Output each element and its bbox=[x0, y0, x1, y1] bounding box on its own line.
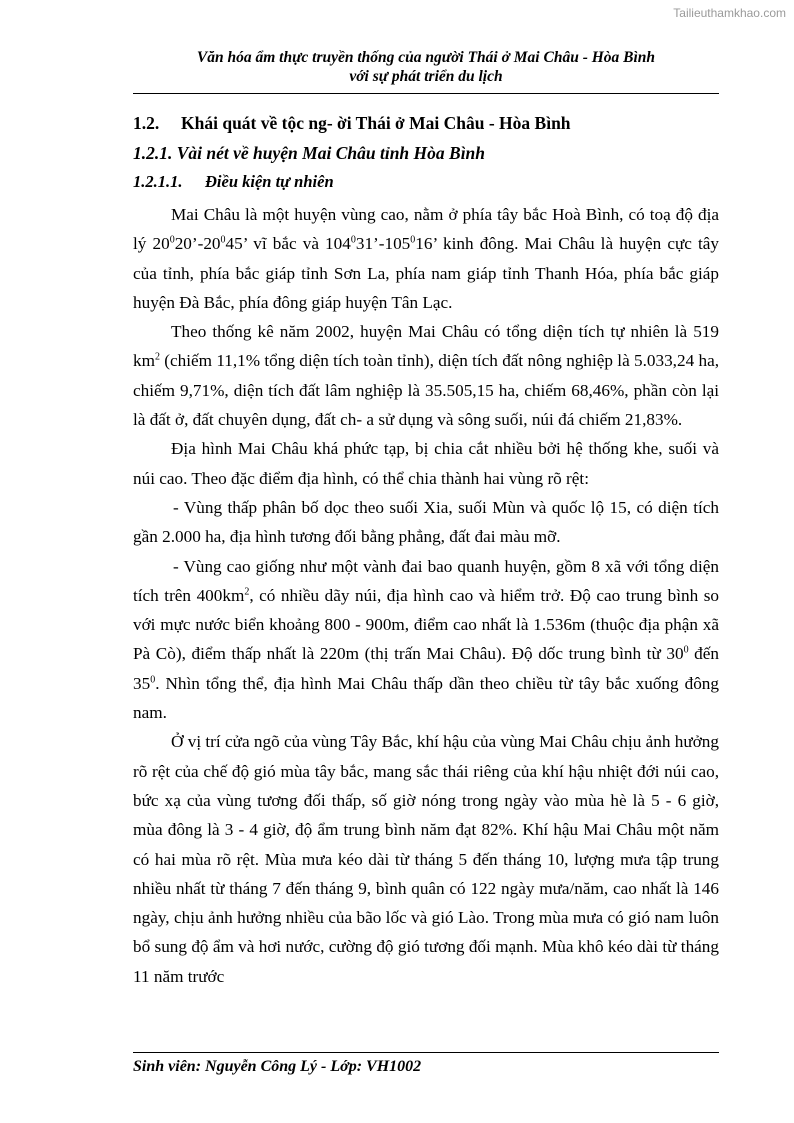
subsubsection-title: Điều kiện tự nhiên bbox=[205, 172, 334, 191]
watermark: Tailieuthamkhao.com bbox=[673, 6, 786, 20]
header-line-2: với sự phát triển du lịch bbox=[349, 68, 503, 85]
paragraph-area: Theo thống kê năm 2002, huyện Mai Châu có tổng diện tích tự nhiên là 519 $km^2$ (chiếm 11,1% tổng diện tích toàn tỉnh), diện tích đất nông nghiệp là 5.033,24 ha, chiếm 9,71%, diện tích đất lâm nghiệp là 35.505,15 ha, chiếm 68,46%, phần còn lại là đất ở, đất chuyên dụng, đất ch- a sử dụng và sông suối, núi đá chiếm 21,83%. bbox=[133, 322, 719, 430]
paragraph-lowland: - Vùng thấp phân bố dọc theo suối Xia, suối Mùn và quốc lộ 15, có diện tích gần 2.000 ha, địa hình tương đối bằng phẳng, đất đai màu mỡ. bbox=[133, 497, 719, 547]
section-number: 1.2. bbox=[133, 113, 160, 133]
footer-rule bbox=[133, 1052, 719, 1053]
paragraph-terrain: Địa hình Mai Châu khá phức tạp, bị chia cắt nhiều bởi hệ thống khe, suối và núi cao. Theo đặc điểm địa hình, có thể chia thành hai vùng rõ rệt: bbox=[133, 439, 719, 488]
subsection-heading: 1.2.1. Vài nét về huyện Mai Châu tỉnh Hòa Bình bbox=[133, 143, 486, 163]
paragraph-highland: - Vùng cao giống như một vành đai bao quanh huyện, gồm 8 xã với tổng diện tích trên $400km^2$, có nhiều dãy núi, địa hình cao và hiểm trở. Độ cao trung bình so với mực nước biển khoảng 800 - 900m, điểm cao nhất là 1.536m (thuộc địa phận xã Pà Cò), điểm thấp nhất là 220m (thị trấn Mai Châu). Độ dốc trung bình từ $30^0$ đến $35^0$. Nhìn tổng thể, địa hình Mai Châu thấp dần theo chiều từ tây bắc xuống đông nam. bbox=[133, 556, 719, 723]
subsubsection-heading bbox=[133, 168, 719, 196]
header-line-1: Văn hóa ẩm thực truyền thống của người Thái ở Mai Châu - Hòa Bình bbox=[196, 49, 656, 66]
section-title: Khái quát về tộc ng- ời Thái ở Mai Châu - Hòa Bình bbox=[181, 113, 571, 133]
header-rule bbox=[133, 93, 719, 94]
running-header bbox=[133, 48, 719, 86]
paragraph-location: Mai Châu là một huyện vùng cao, nằm ở phía tây bắc Hoà Bình, có toạ độ địa lý $20^020’-20^045$’ vĩ bắc và $104^031’-105^016$’ kinh đông. Mai Châu là huyện cực tây của tỉnh, phía bắc giáp tỉnh Sơn La, phía nam giáp tỉnh Thanh Hóa, phía bắc giáp huyện Đà Bắc, phía đông giáp huyện Tân Lạc. bbox=[133, 205, 720, 312]
page-footer: Sinh viên: Nguyễn Công Lý - Lớp: VH1002 bbox=[133, 1058, 422, 1075]
paragraph-climate: Ở vị trí cửa ngõ của vùng Tây Bắc, khí hậu của vùng Mai Châu chịu ảnh hưởng rõ rệt của chế độ gió mùa tây bắc, mang sắc thái riêng của khí hậu nhiệt đới núi cao, bức xạ của vùng tương đối thấp, số giờ nóng trong ngày vào mùa hè là 5 - 6 giờ, mùa đông là 3 - 4 giờ, độ ẩm trung bình năm đạt 82%. Khí hậu Mai Châu một năm có hai mùa rõ rệt. Mùa mưa kéo dài từ tháng 5 đến tháng 10, lượng mưa tập trung nhiều nhất từ tháng 7 đến tháng 9, bình quân có 122 ngày mưa/năm, cao nhất là 146 ngày, chịu ảnh hưởng nhiều của bão lốc và gió Lào. Trong mùa mưa có gió nam luôn bổ sung độ ẩm và hơi nước, cường độ gió tương đối mạnh. Mùa khô kéo dài từ tháng 11 năm trước bbox=[133, 732, 719, 986]
subsubsection-number: 1.2.1.1. bbox=[133, 172, 183, 191]
page-body bbox=[133, 108, 719, 991]
section-heading bbox=[133, 108, 719, 138]
